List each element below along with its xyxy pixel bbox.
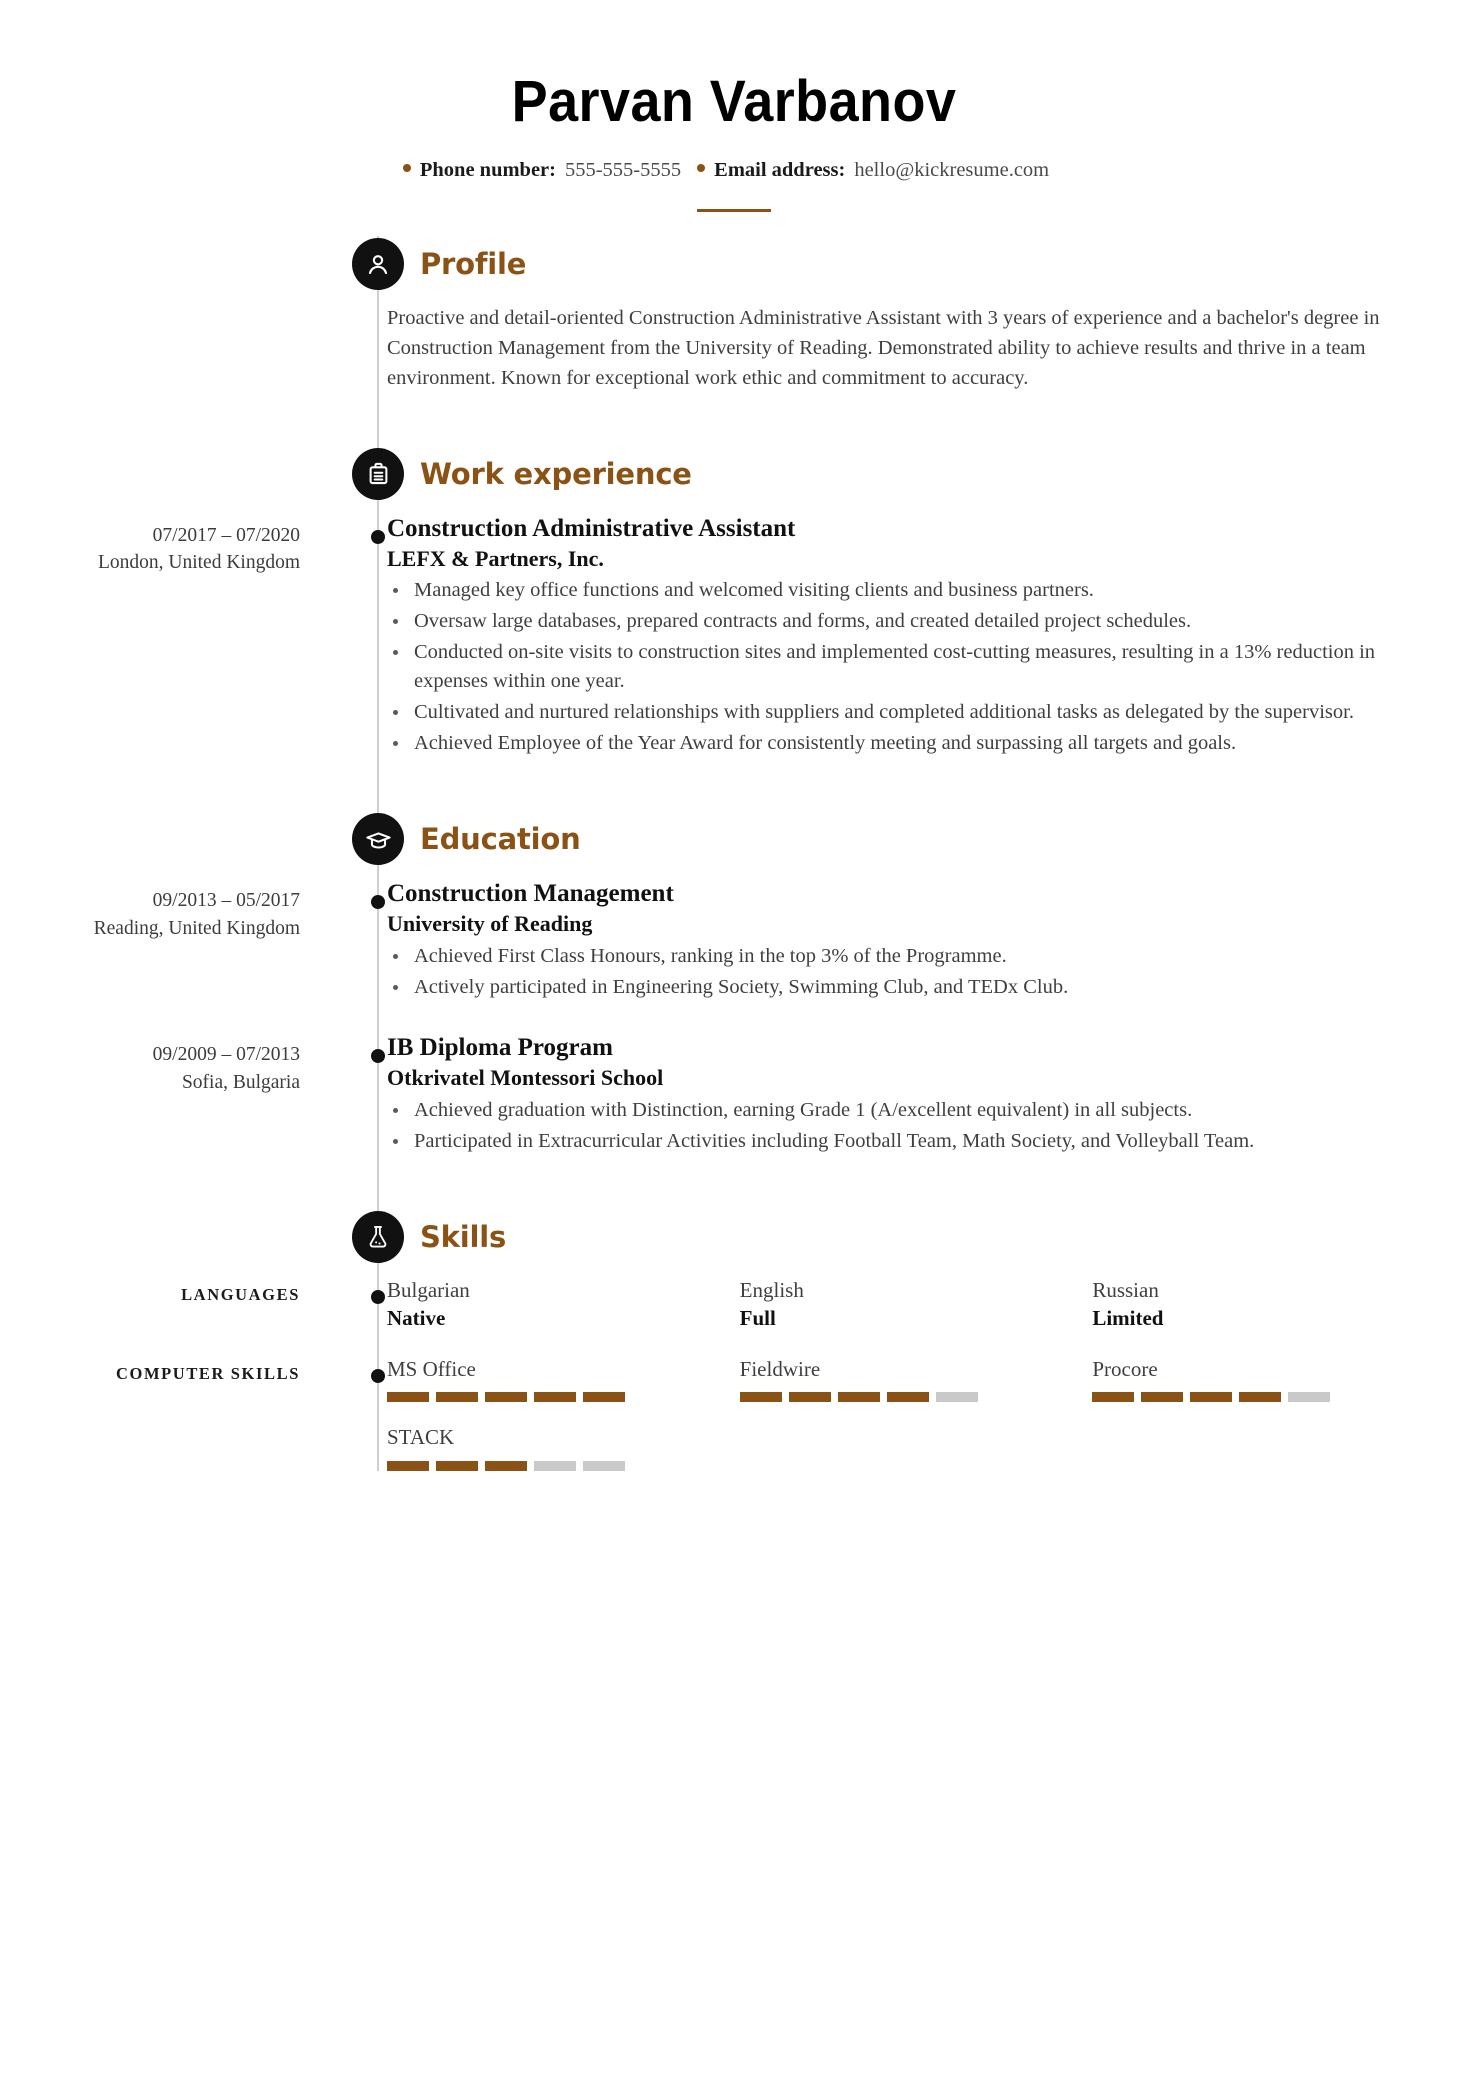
education-entry [0, 879, 1468, 1003]
education-entry-location: Reading, United Kingdom [93, 918, 300, 940]
section-title-profile: Profile [420, 246, 527, 281]
rating-segment [1190, 1392, 1232, 1402]
skill-group-label: COMPUTER SKILLS [116, 1363, 300, 1383]
bullet-item: Achieved graduation with Distinction, earning Grade 1 (A/excellent equivalent) in all subjects. [387, 1096, 1413, 1126]
briefcase-icon [352, 448, 404, 500]
education-entry-school: University of Reading [387, 911, 593, 937]
computer-skill-name: Fieldwire [739, 1356, 821, 1381]
contact-phone [403, 159, 697, 182]
rating-segment [740, 1392, 782, 1402]
rating-segment [436, 1461, 478, 1471]
contact-phone-value: 555-555-5555 [564, 158, 682, 181]
education-entry-dates: 09/2009 – 07/2013 [152, 1044, 300, 1066]
work-entry-body [340, 514, 1468, 760]
rating-segment [789, 1392, 831, 1402]
language-level: Limited [1092, 1305, 1164, 1330]
profile-text: Proactive and detail-oriented Construction Administrative Assistant with 3 years of experience and a bachelor's degree in Construction Management from the University of Reading. Demonstrated ability to achieve results and thrive in a team environment. Known for exceptional work ethic and commitment to accuracy. [387, 306, 1380, 389]
section-title-skills: Skills [420, 1220, 507, 1255]
bullet-item: Achieved First Class Honours, ranking in the top 3% of the Programme. [387, 942, 1413, 972]
computer-skill-name: MS Office [387, 1356, 476, 1381]
rating-segment [936, 1392, 978, 1402]
rating-segment [1239, 1392, 1281, 1402]
profile-content [0, 304, 1468, 394]
education-entry-meta [0, 1033, 340, 1157]
resume-header [0, 0, 1468, 212]
contact-email [697, 159, 1065, 182]
bullet-item: Oversaw large databases, prepared contracts and forms, and created detailed project schedules. [387, 607, 1413, 637]
section-title-work: Work experience [420, 456, 692, 491]
rating-segment [1288, 1392, 1330, 1402]
rating-segment [1092, 1392, 1134, 1402]
rating-segment [838, 1392, 880, 1402]
education-entry-location: Sofia, Bulgaria [181, 1072, 300, 1094]
graduation-cap-icon [352, 813, 404, 865]
section-header-education [0, 811, 1468, 875]
work-entry-title: Construction Administrative Assistant [387, 514, 796, 542]
rating-segment [583, 1461, 625, 1471]
section-work-experience [0, 446, 1468, 760]
education-entry-bullets [387, 942, 1413, 1002]
language-item [387, 1277, 708, 1332]
language-name: English [739, 1278, 804, 1303]
bullet-item: Participated in Extracurricular Activities including Football Team, Math Society, and Volleyball Team. [387, 1127, 1413, 1157]
rating-segment [436, 1392, 478, 1402]
rating-segment [387, 1461, 429, 1471]
language-level: Native [387, 1305, 446, 1330]
skill-group-label: LANGUAGES [181, 1285, 300, 1305]
language-name: Bulgarian [387, 1278, 470, 1303]
rating-bar [740, 1392, 1061, 1402]
education-entry [0, 1033, 1468, 1157]
rating-segment [887, 1392, 929, 1402]
contact-email-label: Email address: [714, 158, 846, 181]
rating-segment [485, 1392, 527, 1402]
section-education [0, 811, 1468, 1157]
rating-bar [387, 1392, 708, 1402]
header-divider [697, 209, 771, 212]
rating-segment [534, 1392, 576, 1402]
bullet-item: Cultivated and nurtured relationships with suppliers and completed additional tasks as delegated by the supervisor. [387, 698, 1413, 728]
computer-skill-name: STACK [387, 1425, 455, 1450]
rating-segment [485, 1461, 527, 1471]
section-skills [0, 1209, 1468, 1470]
person-icon [352, 238, 404, 290]
work-entry-meta [0, 514, 340, 760]
education-entry-school: Otkrivatel Montessori School [387, 1065, 664, 1091]
bullet-dot-icon [403, 164, 411, 172]
bullet-item: Managed key office functions and welcomed visiting clients and business partners. [387, 576, 1413, 606]
education-entry-title: Construction Management [387, 880, 674, 908]
bullet-item: Conducted on-site visits to construction sites and implemented cost-cutting measures, resulting in a 13% reduction in expenses within one year. [387, 638, 1413, 697]
languages-grid [340, 1277, 1468, 1332]
work-entry [0, 514, 1468, 760]
section-header-work [0, 446, 1468, 510]
bullet-item: Achieved Employee of the Year Award for consistently meeting and surpassing all targets and goals. [387, 729, 1413, 759]
language-name: Russian [1092, 1278, 1159, 1303]
education-entries [0, 879, 1468, 1157]
skill-group-languages [0, 1277, 1468, 1332]
timeline-node [371, 530, 385, 544]
work-entry-location: London, United Kingdom [97, 552, 300, 574]
education-entry-dates: 09/2013 – 05/2017 [152, 890, 300, 912]
education-entry-meta [0, 879, 340, 1003]
rating-bar [1092, 1392, 1413, 1402]
bullet-item: Actively participated in Engineering Society, Swimming Club, and TEDx Club. [387, 973, 1413, 1003]
section-title-education: Education [420, 822, 581, 857]
contact-line [0, 159, 1468, 182]
candidate-name: Parvan Varbanov [511, 69, 957, 134]
rating-bar [387, 1461, 708, 1471]
bullet-dot-icon [697, 164, 705, 172]
rating-segment [387, 1392, 429, 1402]
language-item [1092, 1277, 1413, 1332]
computer-skill-name: Procore [1092, 1356, 1158, 1381]
language-item [740, 1277, 1061, 1332]
work-entry-bullets [387, 576, 1413, 758]
computer-skill-item [387, 1356, 708, 1402]
computer-skills-grid [340, 1356, 1468, 1471]
work-entries [0, 514, 1468, 760]
section-header-profile [0, 236, 1468, 300]
work-entry-company: LEFX & Partners, Inc. [387, 545, 604, 571]
skill-group-computer-skills [0, 1356, 1468, 1471]
computer-skill-item [387, 1424, 708, 1470]
rating-segment [583, 1392, 625, 1402]
education-entry-bullets [387, 1096, 1413, 1156]
rating-segment [1141, 1392, 1183, 1402]
education-entry-body [340, 1033, 1468, 1157]
rating-segment [534, 1461, 576, 1471]
section-header-skills [0, 1209, 1468, 1273]
section-profile [0, 236, 1468, 394]
contact-email-value: hello@kickresume.com [854, 158, 1050, 181]
work-entry-dates: 07/2017 – 07/2020 [152, 524, 300, 546]
contact-phone-label: Phone number: [419, 158, 556, 181]
computer-skill-item [1092, 1356, 1413, 1402]
resume-body [0, 236, 1468, 1471]
computer-skill-item [740, 1356, 1061, 1402]
language-level: Full [739, 1305, 776, 1330]
flask-icon [352, 1211, 404, 1263]
education-entry-title: IB Diploma Program [387, 1034, 613, 1062]
timeline-node [371, 1369, 385, 1383]
education-entry-body [340, 879, 1468, 1003]
